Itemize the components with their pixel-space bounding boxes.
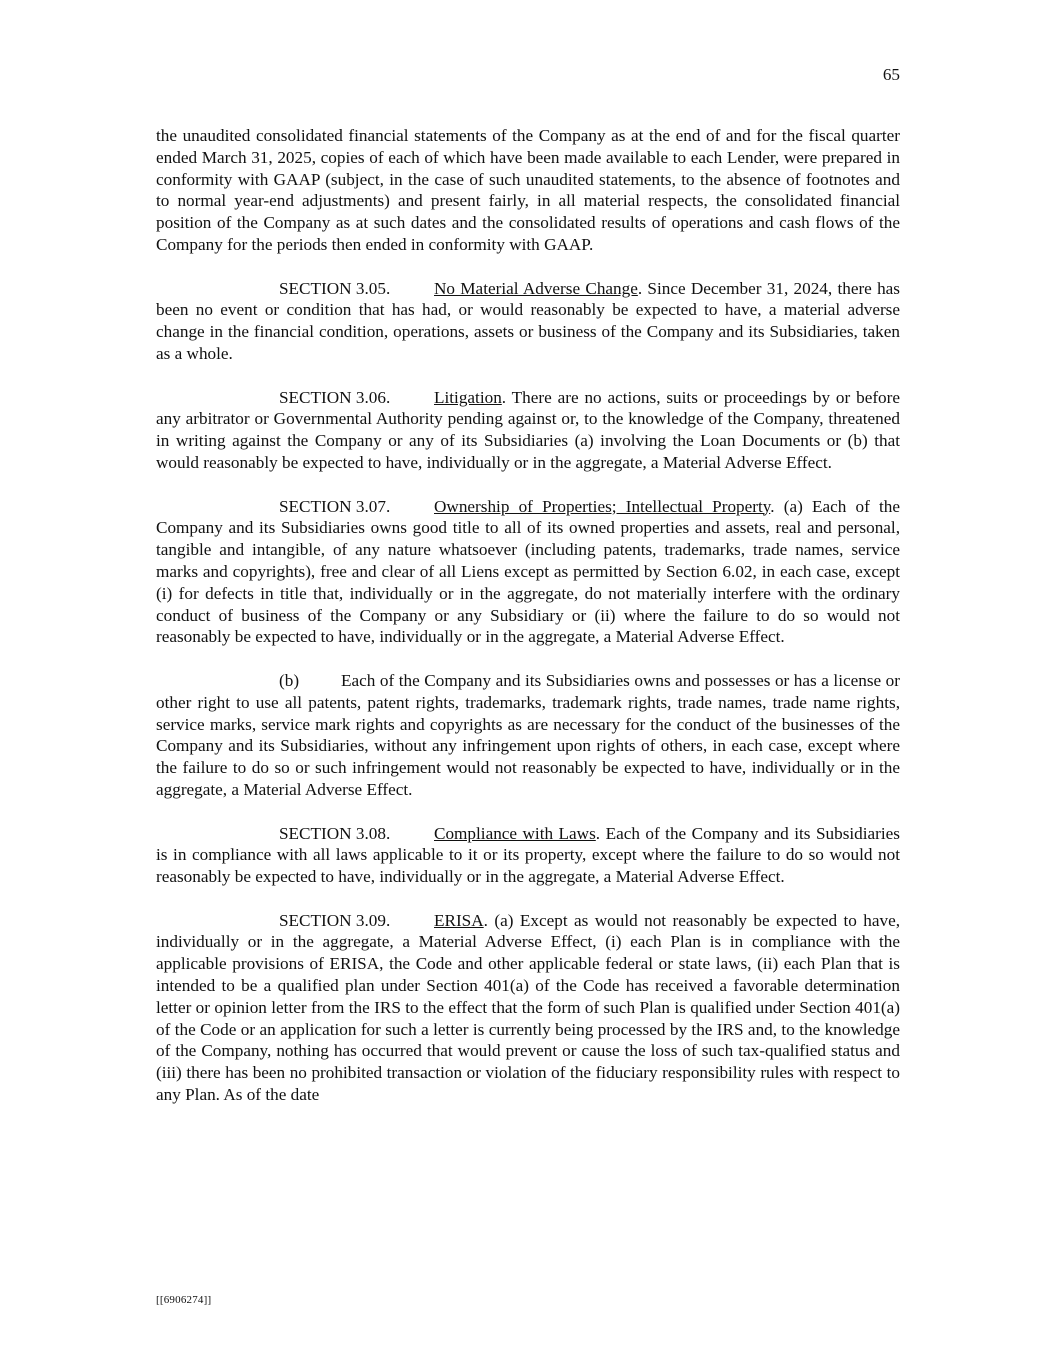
section-text: . (a) Except as would not reasonably be expected to have, individually or in the aggregate, a Material Adverse Effect, (i) each Plan is in compliance with the applicable provisions of ERISA, the Code and other applicable federal or state laws, (ii) each Plan that is intended to be a qualified plan under Section 401(a) of the Code has received a favorable determination letter or opinion letter from the IRS to the effect that the form of such Plan is qualified under Section 401(a) of the Code or an application for such a letter is currently being processed by the IRS and, to the knowledge of the Company, nothing has occurred that would prevent or cause the loss of such tax-qualified status and (iii) there has been no prohibited transaction or violation of the fiduciary responsibility rules with respect to any Plan. As of the date [156,910,900,1105]
section-3-08 [156,823,900,888]
section-text: . Since December 31, 2024, there has been no event or condition that has had, or would reasonably be expected to have, a material adverse change in the financial condition, operations, assets or business of the Company and its Subsidiaries, taken as a whole. [156,278,900,363]
section-number: SECTION 3.08. [279,823,391,843]
section-heading: ERISA [434,910,484,930]
section-number: SECTION 3.06. [279,387,391,407]
subsection-text: Each of the Company and its Subsidiaries owns and possesses or has a license or other right to use all patents, patent rights, trademarks, trademark rights, trade names, trade name rights, service marks, service mark rights and copyrights as are necessary for the conduct of the businesses of the Company and its Subsidiaries, without any infringement upon rights of others, in each case, except where the failure to do so or such infringement would not reasonably be expected to have, individually or in the aggregate, a Material Adverse Effect. [156,670,900,799]
document-id-footer: [[6906274]] [156,1294,212,1306]
section-number: SECTION 3.05. [279,278,391,298]
subsection-label: (b) [279,670,300,690]
section-3-07 [156,496,900,649]
section-heading: No Material Adverse Change [434,278,638,298]
section-number: SECTION 3.09. [279,910,391,930]
section-text: . There are no actions, suits or proceedings by or before any arbitrator or Governmental Authority pending against or, to the knowledge of the Company, threatened in writing against the Company or any of its Subsidiaries (a) involving the Loan Documents or (b) that would reasonably be expected to have, individually or in the aggregate, a Material Adverse Effect. [156,387,900,472]
subsection-b [156,670,900,801]
section-number: SECTION 3.07. [279,496,391,516]
intro-paragraph: the unaudited consolidated financial statements of the Company as at the end of and for the fiscal quarter ended March 31, 2025, copies of each of which have been made available to each Lender, were prepared in conformity with GAAP (subject, in the case of such unaudited statements, to the absence of footnotes and to normal year-end adjustments) and present fairly, in all material respects, the consolidated financial position of the Company as at such dates and the consolidated results of operations and cash flows of the Company for the periods then ended in conformity with GAAP. [156,126,900,254]
section-3-09 [156,910,900,1106]
section-text: . Each of the Company and its Subsidiaries is in compliance with all laws applicable to it or its property, except where the failure to do so would not reasonably be expected to have, individually or in the aggregate, a Material Adverse Effect. [156,823,900,887]
document-body [156,125,900,1106]
section-heading: Ownership of Properties; Intellectual Property [434,496,771,516]
section-3-06 [156,387,900,474]
section-text: . (a) Each of the Company and its Subsidiaries owns good title to all of its owned properties and assets, real and personal, tangible and intangible, of any nature whatsoever (including patents, trademarks, trade names, service marks and copyrights), free and clear of all Liens except as permitted by Section 6.02, in each case, except (i) for defects in title that, individually or in the aggregate, do not materially interfere with the ordinary conduct of business of the Company or any Subsidiary or (ii) where the failure to do so would not reasonably be expected to have, individually or in the aggregate, a Material Adverse Effect. [156,496,900,647]
section-heading: Compliance with Laws [434,823,596,843]
section-3-05 [156,278,900,365]
section-heading: Litigation [434,387,502,407]
page-number: 65 [882,65,900,84]
